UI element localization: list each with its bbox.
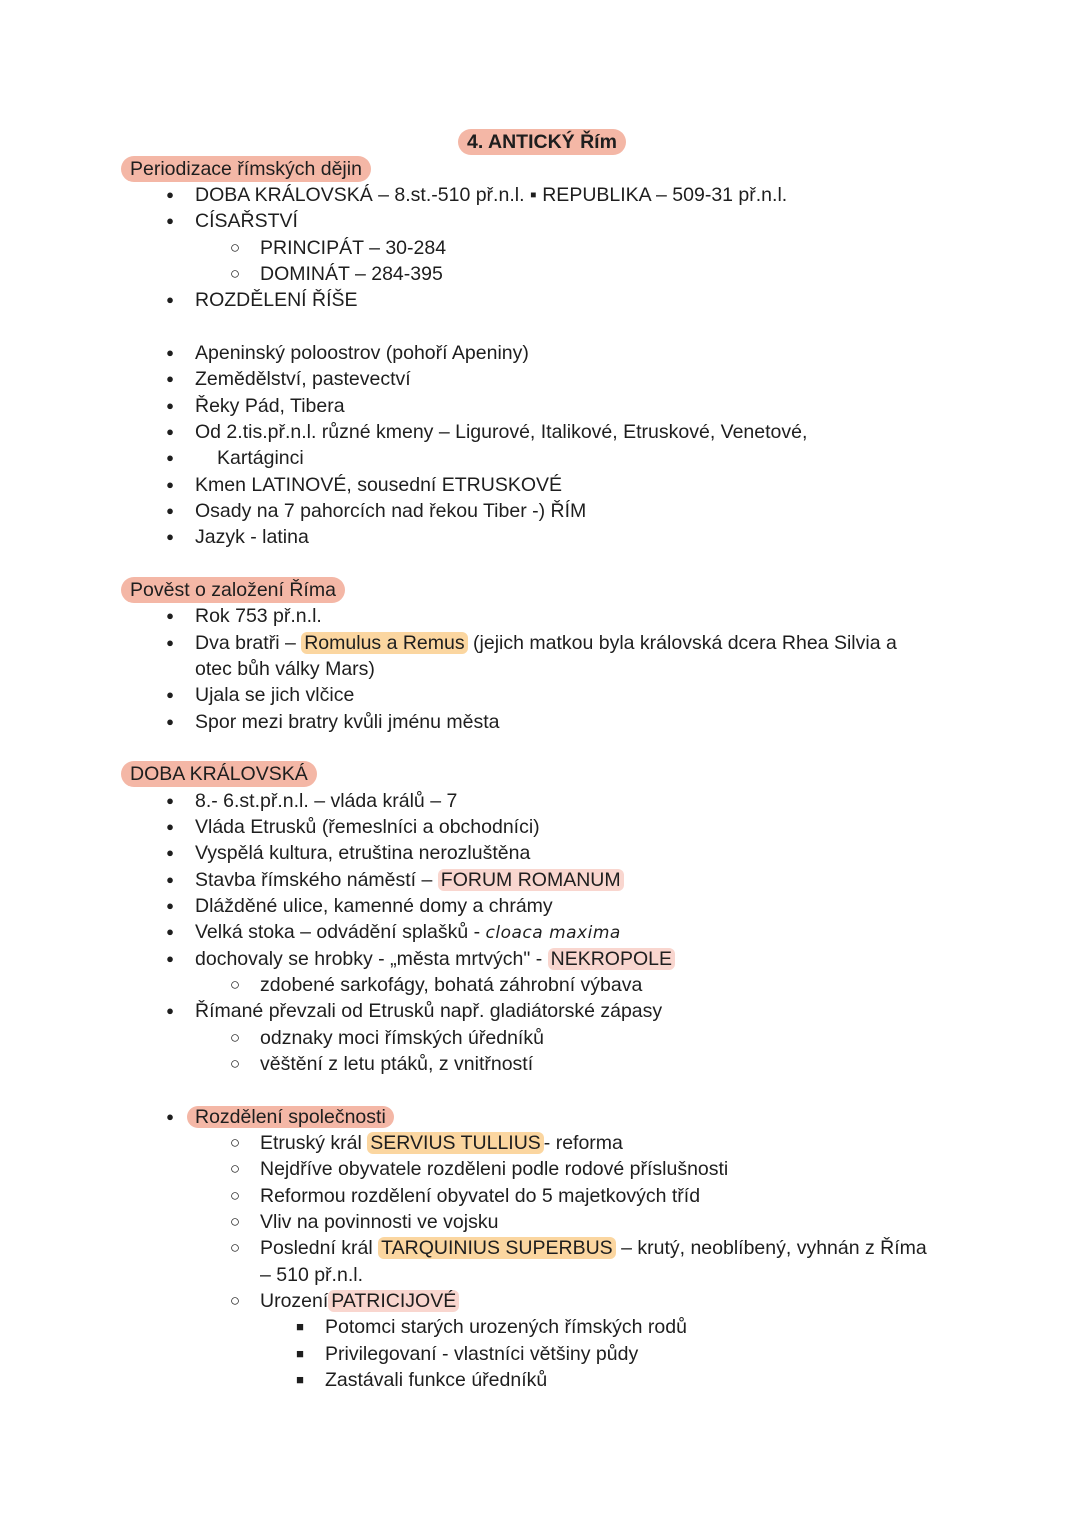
list-item: Římané převzali od Etrusků např. gladiátorské zápasy: [195, 1000, 663, 1022]
list-item: [260, 1288, 459, 1314]
list-item: Jazyk - latina: [195, 526, 309, 548]
bullet-square: ■: [296, 1319, 304, 1334]
list-item: Potomci starých urozených římských rodů: [325, 1316, 687, 1338]
heading-text: Periodizace římských dějin: [121, 156, 371, 182]
list-item: [260, 1235, 927, 1261]
bullet-dot: ●: [166, 845, 174, 860]
bullet-circle: ○: [229, 1291, 241, 1310]
list-item-continuation: otec bůh války Mars): [195, 658, 375, 680]
list-item: Rok 753 př.n.l.: [195, 605, 322, 627]
highlight-servius-tullius: SERVIUS TULLIUS: [367, 1132, 544, 1154]
list-item: Řeky Pád, Tibera: [195, 395, 345, 417]
bullet-circle: ○: [229, 264, 241, 283]
heading-text: Pověst o založení Říma: [121, 577, 345, 603]
list-item: [260, 1130, 623, 1156]
bullet-dot: ●: [166, 450, 174, 465]
bullet-circle: ○: [229, 1212, 241, 1231]
highlight-tarquinius-superbus: TARQUINIUS SUPERBUS: [378, 1237, 616, 1259]
bullet-dot: ●: [166, 1109, 174, 1124]
bullet-dot: ●: [166, 951, 174, 966]
list-item: Nejdříve obyvatele rozděleni podle rodové příslušnosti: [260, 1158, 729, 1180]
list-item: Osady na 7 pahorcích nad řekou Tiber -) ŘÍM: [195, 500, 587, 522]
list-item: CÍSAŘSTVÍ: [195, 210, 298, 232]
highlight-patricijove: PATRICIJOVÉ: [328, 1290, 459, 1312]
bullet-dot: ●: [166, 424, 174, 439]
bullet-dot: ●: [166, 503, 174, 518]
highlight-nekropole: NEKROPOLE: [548, 948, 675, 970]
bullet-circle: ○: [229, 1133, 241, 1152]
text-segment: – krutý, neoblíbený, vyhnán z Říma: [621, 1237, 927, 1259]
bullet-dot: ●: [166, 608, 174, 623]
list-item: [195, 630, 897, 656]
text-segment: - reforma: [543, 1132, 623, 1154]
list-item: zdobené sarkofágy, bohatá záhrobní výbava: [260, 974, 643, 996]
section-heading-periodizace: [121, 156, 371, 182]
list-item: Kartáginci: [217, 447, 304, 469]
text-segment: Dva bratři –: [195, 632, 296, 654]
text-segment: Urození: [260, 1290, 329, 1312]
bullet-dot: ●: [166, 635, 174, 650]
section-heading-kralovska: [121, 761, 317, 787]
list-item-continuation: – 510 př.n.l.: [260, 1264, 363, 1286]
bullet-circle: ○: [229, 238, 241, 257]
handwritten-cloaca-maxima: cloaca maxima: [485, 923, 621, 943]
bullet-circle: ○: [229, 1054, 241, 1073]
bullet-dot: ●: [166, 477, 174, 492]
bullet-circle: ○: [229, 1159, 241, 1178]
highlight-forum-romanum: FORUM ROMANUM: [438, 869, 624, 891]
bullet-dot: ●: [166, 714, 174, 729]
bullet-circle: ○: [229, 1028, 241, 1047]
bullet-dot: ●: [166, 1003, 174, 1018]
heading-text: Rozdělení společnosti: [187, 1106, 394, 1128]
title-row: [0, 129, 1080, 155]
list-item: DOBA KRÁLOVSKÁ – 8.st.-510 př.n.l. ▪ REPUBLIKA – 509-31 př.n.l.: [195, 184, 788, 206]
list-item: ROZDĚLENÍ ŘÍŠE: [195, 289, 358, 311]
list-item: Vyspělá kultura, etruština nerozluštěna: [195, 842, 531, 864]
list-item: PRINCIPÁT – 30-284: [260, 237, 447, 259]
bullet-circle: ○: [229, 1186, 241, 1205]
list-item: Vliv na povinnosti ve vojsku: [260, 1211, 499, 1233]
list-item: odznaky moci římských úředníků: [260, 1027, 544, 1049]
bullet-dot: ●: [166, 924, 174, 939]
page-title: 4. ANTICKÝ Řím: [458, 129, 626, 155]
bullet-circle: ○: [229, 975, 241, 994]
text-segment: Poslední král: [260, 1237, 373, 1259]
highlight-romulus-remus: Romulus a Remus: [301, 632, 467, 654]
text-segment: Stavba římského náměstí –: [195, 869, 433, 891]
bullet-dot: ●: [166, 872, 174, 887]
list-item: Kmen LATINOVÉ, sousední ETRUSKOVÉ: [195, 474, 563, 496]
text-segment: dochovaly se hrobky - „města mrtvých" -: [195, 948, 543, 970]
bullet-dot: ●: [166, 898, 174, 913]
text-segment: Etruský král: [260, 1132, 362, 1154]
list-item: Zastávali funkce úředníků: [325, 1369, 548, 1391]
bullet-dot: ●: [166, 371, 174, 386]
bullet-dot: ●: [166, 819, 174, 834]
list-item: Apeninský poloostrov (pohoří Apeniny): [195, 342, 529, 364]
bullet-square: ■: [296, 1346, 304, 1361]
list-item: Zemědělství, pastevectví: [195, 368, 411, 390]
heading-text: DOBA KRÁLOVSKÁ: [121, 761, 317, 787]
bullet-dot: ●: [166, 345, 174, 360]
section-heading-povest: [121, 577, 345, 603]
subsection-heading-spolecnost: [187, 1104, 394, 1130]
list-item: věštění z letu ptáků, z vnitřností: [260, 1053, 534, 1075]
bullet-circle: ○: [229, 1238, 241, 1257]
list-item: DOMINÁT – 284-395: [260, 263, 443, 285]
text-segment: Velká stoka – odvádění splašků -: [195, 921, 481, 943]
list-item: Privilegovaní - vlastníci většiny půdy: [325, 1343, 639, 1365]
bullet-dot: ●: [166, 687, 174, 702]
list-item: Spor mezi bratry kvůli jménu města: [195, 711, 500, 733]
list-item: Od 2.tis.př.n.l. různé kmeny – Ligurové, Italikové, Etruskové, Venetové,: [195, 421, 808, 443]
bullet-square: ■: [296, 1372, 304, 1387]
bullet-dot: ●: [166, 292, 174, 307]
text-segment: (jejich matkou byla královská dcera Rhea Silvia a: [473, 632, 897, 654]
list-item: Ujala se jich vlčice: [195, 684, 355, 706]
bullet-dot: ●: [166, 213, 174, 228]
bullet-dot: ●: [166, 187, 174, 202]
list-item: Dlážděné ulice, kamenné domy a chrámy: [195, 895, 553, 917]
bullet-dot: ●: [166, 529, 174, 544]
list-item: Vláda Etrusků (řemeslníci a obchodníci): [195, 816, 540, 838]
bullet-dot: ●: [166, 793, 174, 808]
list-item: [195, 946, 675, 972]
list-item: [195, 867, 624, 893]
list-item: [195, 919, 621, 946]
list-item: 8.- 6.st.př.n.l. – vláda králů – 7: [195, 790, 458, 812]
list-item: Reformou rozdělení obyvatel do 5 majetkových tříd: [260, 1185, 701, 1207]
bullet-dot: ●: [166, 398, 174, 413]
